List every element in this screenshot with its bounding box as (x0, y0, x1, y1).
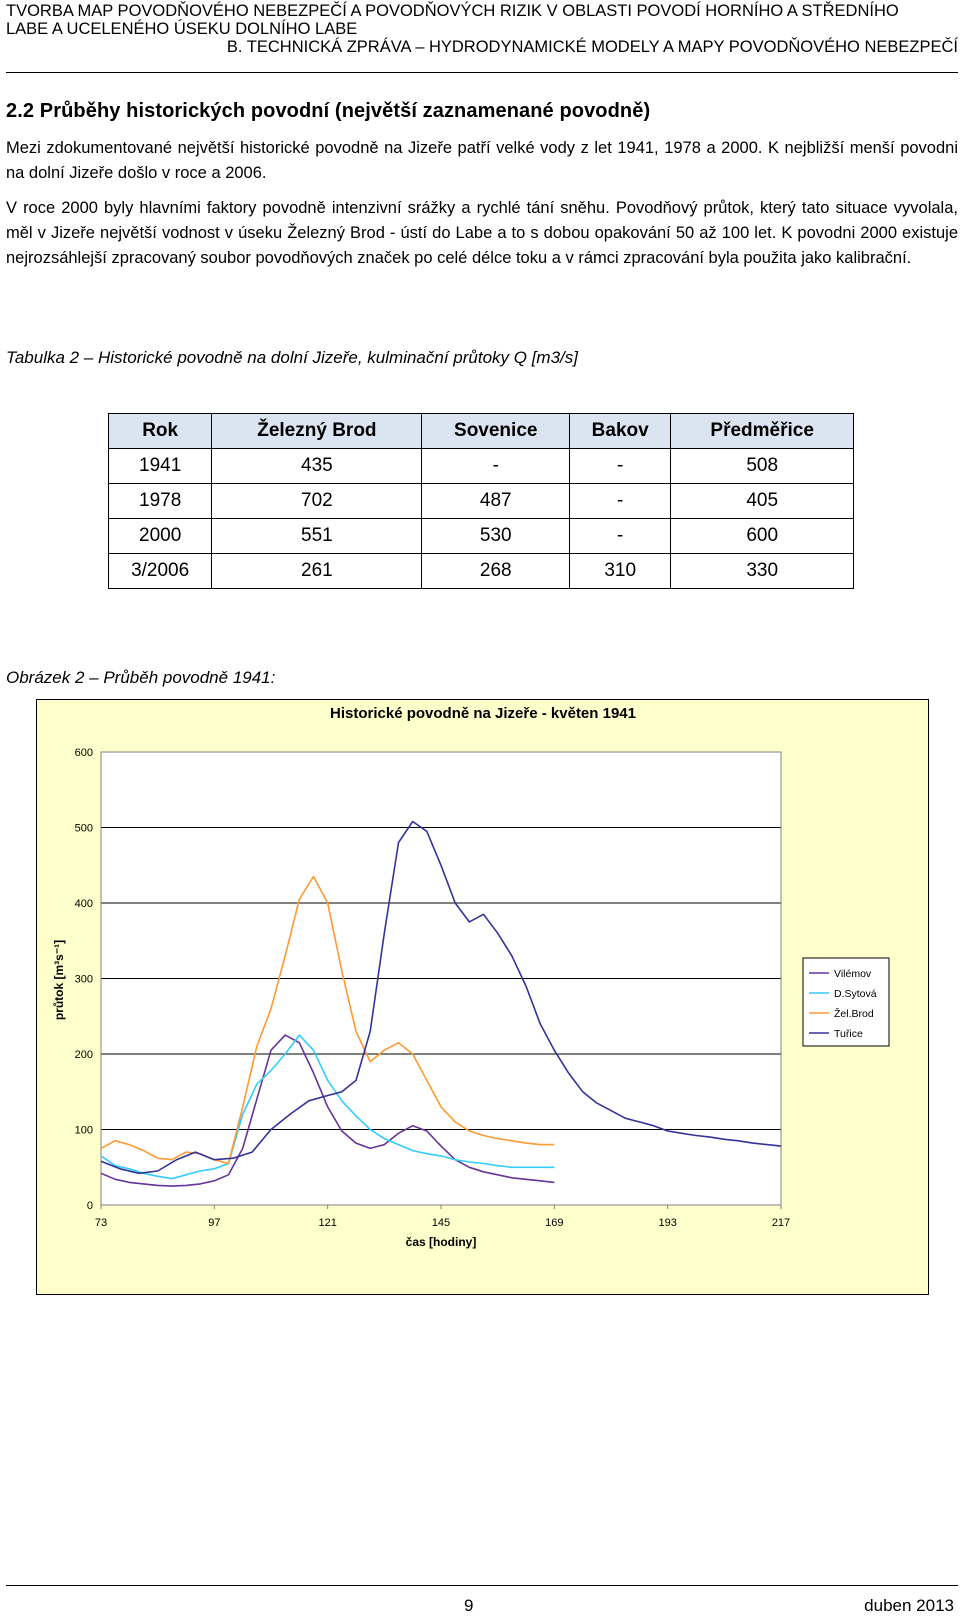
header-line-3: B. TECHNICKÁ ZPRÁVA – HYDRODYNAMICKÉ MODELY A MAPY POVODŇOVÉHO NEBEZPEČÍ (226, 38, 958, 56)
y-tick-label: 300 (74, 973, 93, 986)
paragraph-1: Mezi zdokumentované největší historické povodně na Jizeře patří velké vody z let 1941, 1978 a 2000. K nejbližší menší povodni na dolní Jizeře došlo v roce a 2006. (6, 139, 958, 182)
flood-chart (36, 699, 929, 1295)
table-cell: 405 (671, 484, 854, 519)
legend-label: D.Sytová (834, 988, 877, 1000)
header-cell: Bakov (570, 414, 671, 449)
table-cell: 435 (212, 449, 422, 484)
table-row (109, 484, 854, 519)
table-row (109, 554, 854, 589)
table-cell: 330 (671, 554, 854, 589)
table-cell: - (422, 449, 570, 484)
figure-caption: Obrázek 2 – Průběh povodně 1941: (6, 668, 276, 687)
table-caption: Tabulka 2 – Historické povodně na dolní Jizeře, kulminační průtoky Q [m3/s] (6, 348, 578, 367)
section-title: 2.2 Průběhy historických povodní (největší zaznamenané povodně) (6, 100, 651, 122)
y-tick-label: 100 (74, 1124, 93, 1137)
x-tick-label: 145 (431, 1217, 451, 1229)
table-cell: - (570, 484, 671, 519)
y-tick-label: 600 (74, 747, 93, 759)
y-tick-label: 500 (74, 822, 93, 835)
table-cell: 1978 (109, 484, 212, 519)
table-cell: 310 (570, 554, 671, 589)
header-line-2: LABE A UCELENÉHO ÚSEKU DOLNÍHO LABE (6, 20, 358, 38)
table-row (109, 519, 854, 554)
table-cell: 2000 (109, 519, 212, 554)
header-cell: Sovenice (422, 414, 570, 449)
header-divider (6, 72, 958, 73)
x-axis-label: čas [hodiny] (405, 1235, 477, 1249)
table-header-row (109, 414, 854, 449)
page-header (6, 2, 958, 56)
y-axis-label: průtok [m³s⁻¹] (52, 939, 66, 1021)
legend-label: Tuřice (834, 1028, 863, 1040)
x-tick-label: 97 (208, 1217, 221, 1229)
legend-label: Žel.Brod (834, 1008, 874, 1020)
legend-label: Vilémov (834, 968, 872, 980)
table-cell: 1941 (109, 449, 212, 484)
footer-divider (6, 1585, 958, 1586)
header-cell: Předměřice (671, 414, 854, 449)
page-number: 9 (464, 1596, 474, 1615)
x-tick-label: 73 (94, 1217, 108, 1229)
y-tick-label: 200 (74, 1049, 93, 1061)
x-tick-label: 217 (771, 1217, 791, 1229)
header-cell: Železný Brod (212, 414, 422, 449)
table-cell: 702 (212, 484, 422, 519)
y-tick-label: 0 (86, 1200, 93, 1212)
table-cell: 508 (671, 449, 854, 484)
y-tick-label: 400 (74, 898, 93, 910)
table-cell: 268 (422, 554, 570, 589)
table-cell: - (570, 519, 671, 554)
header-cell: Rok (109, 414, 212, 449)
table-cell: 551 (212, 519, 422, 554)
table-cell: 600 (671, 519, 854, 554)
footer-date: duben 2013 (864, 1596, 954, 1615)
x-tick-label: 121 (318, 1217, 337, 1229)
table-row (109, 449, 854, 484)
table-cell: - (570, 449, 671, 484)
table-cell: 487 (422, 484, 570, 519)
paragraph-2: V roce 2000 byly hlavními faktory povodně intenzivní srážky a rychlé tání sněhu. Povodňový průtok, který tato situace vyvolala, měl v Jizeře největší vodnost v úseku Železný Brod - ústí do Labe a to s dobou opakování 50 až 100 let. K povodni 2000 existuje nejrozsáhlejší zpracovaný soubor povodňových značek po celé délce toku a v rámci zpracování byla použita jako kalibrační. (6, 199, 958, 267)
table-cell: 261 (212, 554, 422, 589)
flood-table (108, 413, 854, 589)
chart-title: Historické povodně na Jizeře - květen 1941 (330, 705, 636, 722)
chart-svg (37, 700, 928, 1294)
table-cell: 3/2006 (109, 554, 212, 589)
table-cell: 530 (422, 519, 570, 554)
header-line-1: TVORBA MAP POVODŇOVÉHO NEBEZPEČÍ A POVODŇOVÝCH RIZIK V OBLASTI POVODÍ HORNÍHO A STŘEDNÍHO (6, 2, 899, 20)
x-tick-label: 193 (658, 1217, 677, 1229)
x-tick-label: 169 (545, 1217, 564, 1229)
